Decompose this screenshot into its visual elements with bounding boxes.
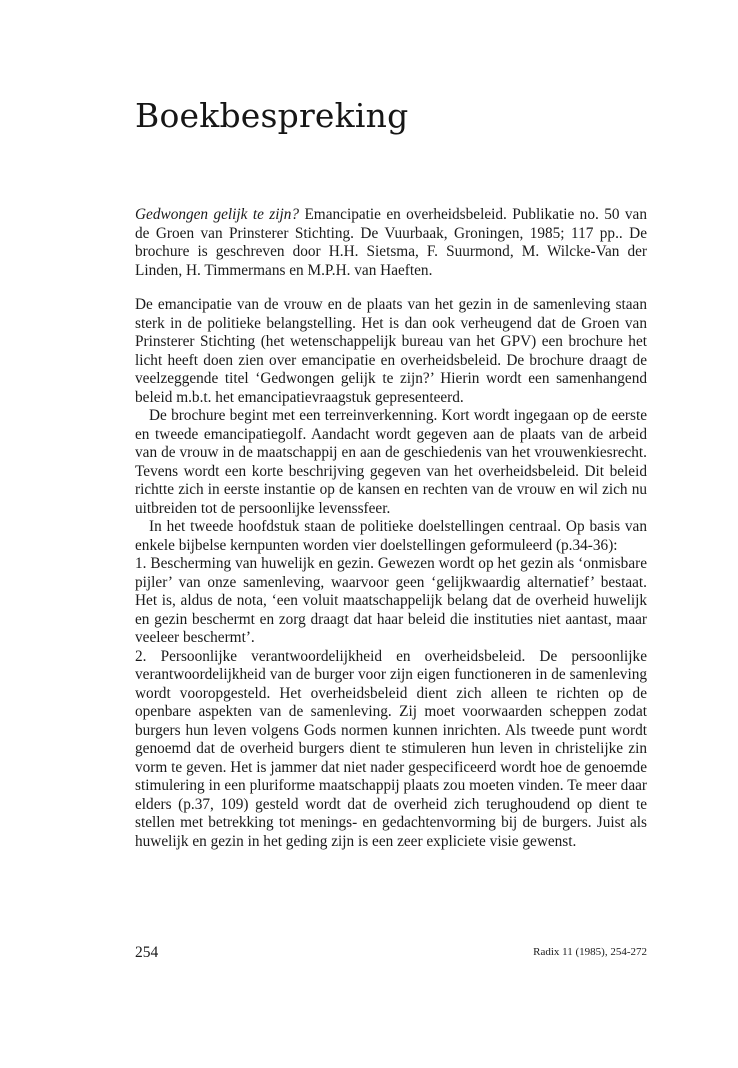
list-item-2: 2. Persoonlijke verantwoordelijkheid en overheidsbeleid. De persoonlijke verantwoordelijkheid van de burger voor zijn eigen functioneren in de samenleving wordt vooropgesteld. Het overheidsbeleid dient zich alleen te richten op de openbare aspekten van de samenleving. Zij moet voorwaarden scheppen zodat burgers hun leven volgens Gods normen kunnen inrichten. Als tweede punt wordt genoemd dat de overheid burgers dient te stimuleren hun leven in christelijke zin vorm te geven. Het is jammer dat niet nader gespecificeerd wordt hoe de genoemde stimulering in een pluriforme maatschappij plaats zou moeten vinden. Te meer daar elders (p.37, 109) gesteld wordt dat de overheid zich terughoudend op dient te stellen met betrekking tot menings- en gedachtenvorming bij de burgers. Juist als huwelijk en gezin in het geding zijn is een zeer expliciete visie gewenst. (135, 647, 647, 850)
list-item-1: 1. Bescherming van huwelijk en gezin. Gewezen wordt op het gezin als ‘onmisbare pijler’ van onze samenleving, waarvoor geen ‘gelijkwaardig alternatief’ bestaat. Het is, aldus de nota, ‘een voluit maatschappelijk belang dat de overheid huwelijk en gezin beschermt en zorg draagt dat haar beleid die instituties niet aantast, maar veeleer beschermt’. (135, 555, 647, 646)
book-title: Gedwongen gelijk te zijn? (135, 206, 300, 223)
page-title: Boekbespreking (135, 96, 409, 135)
paragraph-terreinverkenning: De brochure begint met een terreinverkenning. Kort wordt ingegaan op de eerste en tweede emancipatiegolf. Aandacht wordt gegeven aan de plaats van de arbeid van de vrouw in de maatschappij en aan de geschiedenis van het vrouwenkiesrecht. Tevens wordt een korte beschrijving gegeven van het overheidsbeleid. Dit beleid richtte zich in eerste instantie op de kansen en rechten van de vrouw en wil zich nu uitbreiden tot de persoonlijke levenssfeer. (135, 407, 647, 517)
journal-reference: Radix 11 (1985), 254-272 (533, 946, 647, 958)
citation-details: Emancipatie en overheidsbeleid. Publikatie no. 50 van de Groen van Prinsterer Stichting. De Vuurbaak, Groningen, 1985; 117 pp.. De brochure is geschreven door H.H. Sietsma, F. Suurmond, M. Wilcke-Van der Linden, H. Timmermans en M.P.H. van Haeften. (135, 206, 647, 279)
book-citation (135, 206, 647, 280)
paragraph-doelstellingen: In het tweede hoofdstuk staan de politieke doelstellingen centraal. Op basis van enkele bijbelse kernpunten worden vier doelstellingen geformuleerd (p.34-36): (135, 518, 647, 554)
review-body (135, 296, 647, 851)
paragraph-intro: De emancipatie van de vrouw en de plaats van het gezin in de samenleving staan sterk in de politieke belangstelling. Het is dan ook verheugend dat de Groen van Prinsterer Stichting (het wetenschappelijk bureau van het GPV) een brochure het licht heeft doen zien over emancipatie en overheidsbeleid. De brochure draagt de veelzeggende titel ‘Gedwongen gelijk te zijn?’ Hierin wordt een samenhangend beleid m.b.t. het emancipatievraagstuk gepresenteerd. (135, 296, 647, 406)
page-number: 254 (135, 944, 159, 961)
